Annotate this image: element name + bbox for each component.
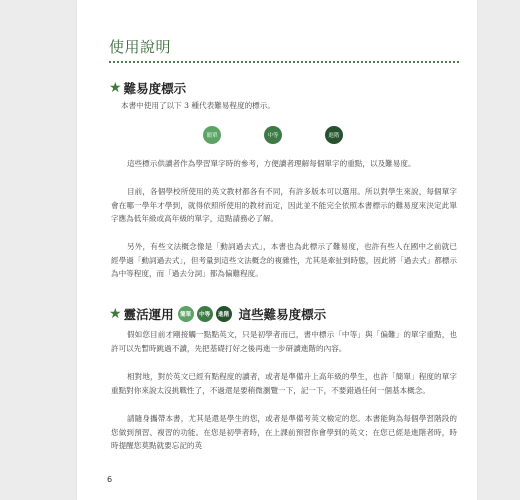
paragraph: 請隨身攜帶本書，尤其是還是學生的您，或者是準備考英文檢定的您。本書能夠為每個學習階段的您做到預習、複習的功能。在您是初學者時，在上課前預習你會學到的英文；在您已經是進階者時，時時提醒您莫點就要忘記的英 [111,414,457,450]
badge-easy: 簡單 [178,306,194,322]
page-title: 使用說明 [109,38,172,56]
book-page [77,0,477,500]
badge-easy: 簡單 [203,126,221,144]
paragraph: 另外，有些文法概念像是「動詞過去式」，本書也為此標示了難易度，也許有些人在國中之前就已經學過「動詞過去式」，但考量到這些文法概念的複雜性，尤其是牽扯到時態，因此將「過去式」都標示為中等程度，而「過去分詞」都為偏難程度。 [111,242,457,278]
star-icon: ★ [109,80,122,96]
paragraph: 這些標示供讀者作為學習單字時的參考，方便讀者理解每個單字的重點，以及難易度。 [127,159,416,168]
title-divider [109,61,459,63]
badge-advanced: 進階 [216,306,232,322]
paragraph: 目前，各個學校所使用的英文教材都各有不同，有許多版本可以選用。所以對學生來說，每個單字會在哪一學年才學到，就得依照所使用的教材而定，因此並不能完全依照本書標示的難易度來決定此單字應為低年級或高年級的單字，這點請務必了解。 [111,187,457,223]
section-heading-text: 難易度標示 [123,81,187,96]
intro-text: 本書中使用了以下 3 種代表難易程度的標示。 [121,101,275,110]
section-heading-usage [109,305,326,323]
paragraph: 相對地，對於英文已經有點程度的讀者，或者是準備升上高年級的學生，也許「簡單」程度的單字重點對你來說太沒挑戰性了，不過還是要稍微瀏覽一下，記一下，不要錯過任何一個基本概念。 [111,372,457,395]
section-heading-suffix: 這些難易度標示 [238,307,327,322]
difficulty-badges [77,126,477,144]
page-number: 6 [107,475,113,484]
badge-advanced: 進階 [325,126,343,144]
badge-medium: 中等 [197,306,213,322]
section-heading-prefix: 靈活運用 [123,307,174,322]
star-icon: ★ [109,306,122,322]
paragraph: 假如您目前才剛接觸一點點英文，只是初學者而已，書中標示「中等」與「偏難」的單字重點，也許可以先暫時跳過不讀，先把基礎打好之後再進一步研讀進階的內容。 [111,330,457,353]
section-heading-difficulty [109,79,186,97]
badge-medium: 中等 [264,126,282,144]
inline-difficulty-badges [178,306,235,322]
